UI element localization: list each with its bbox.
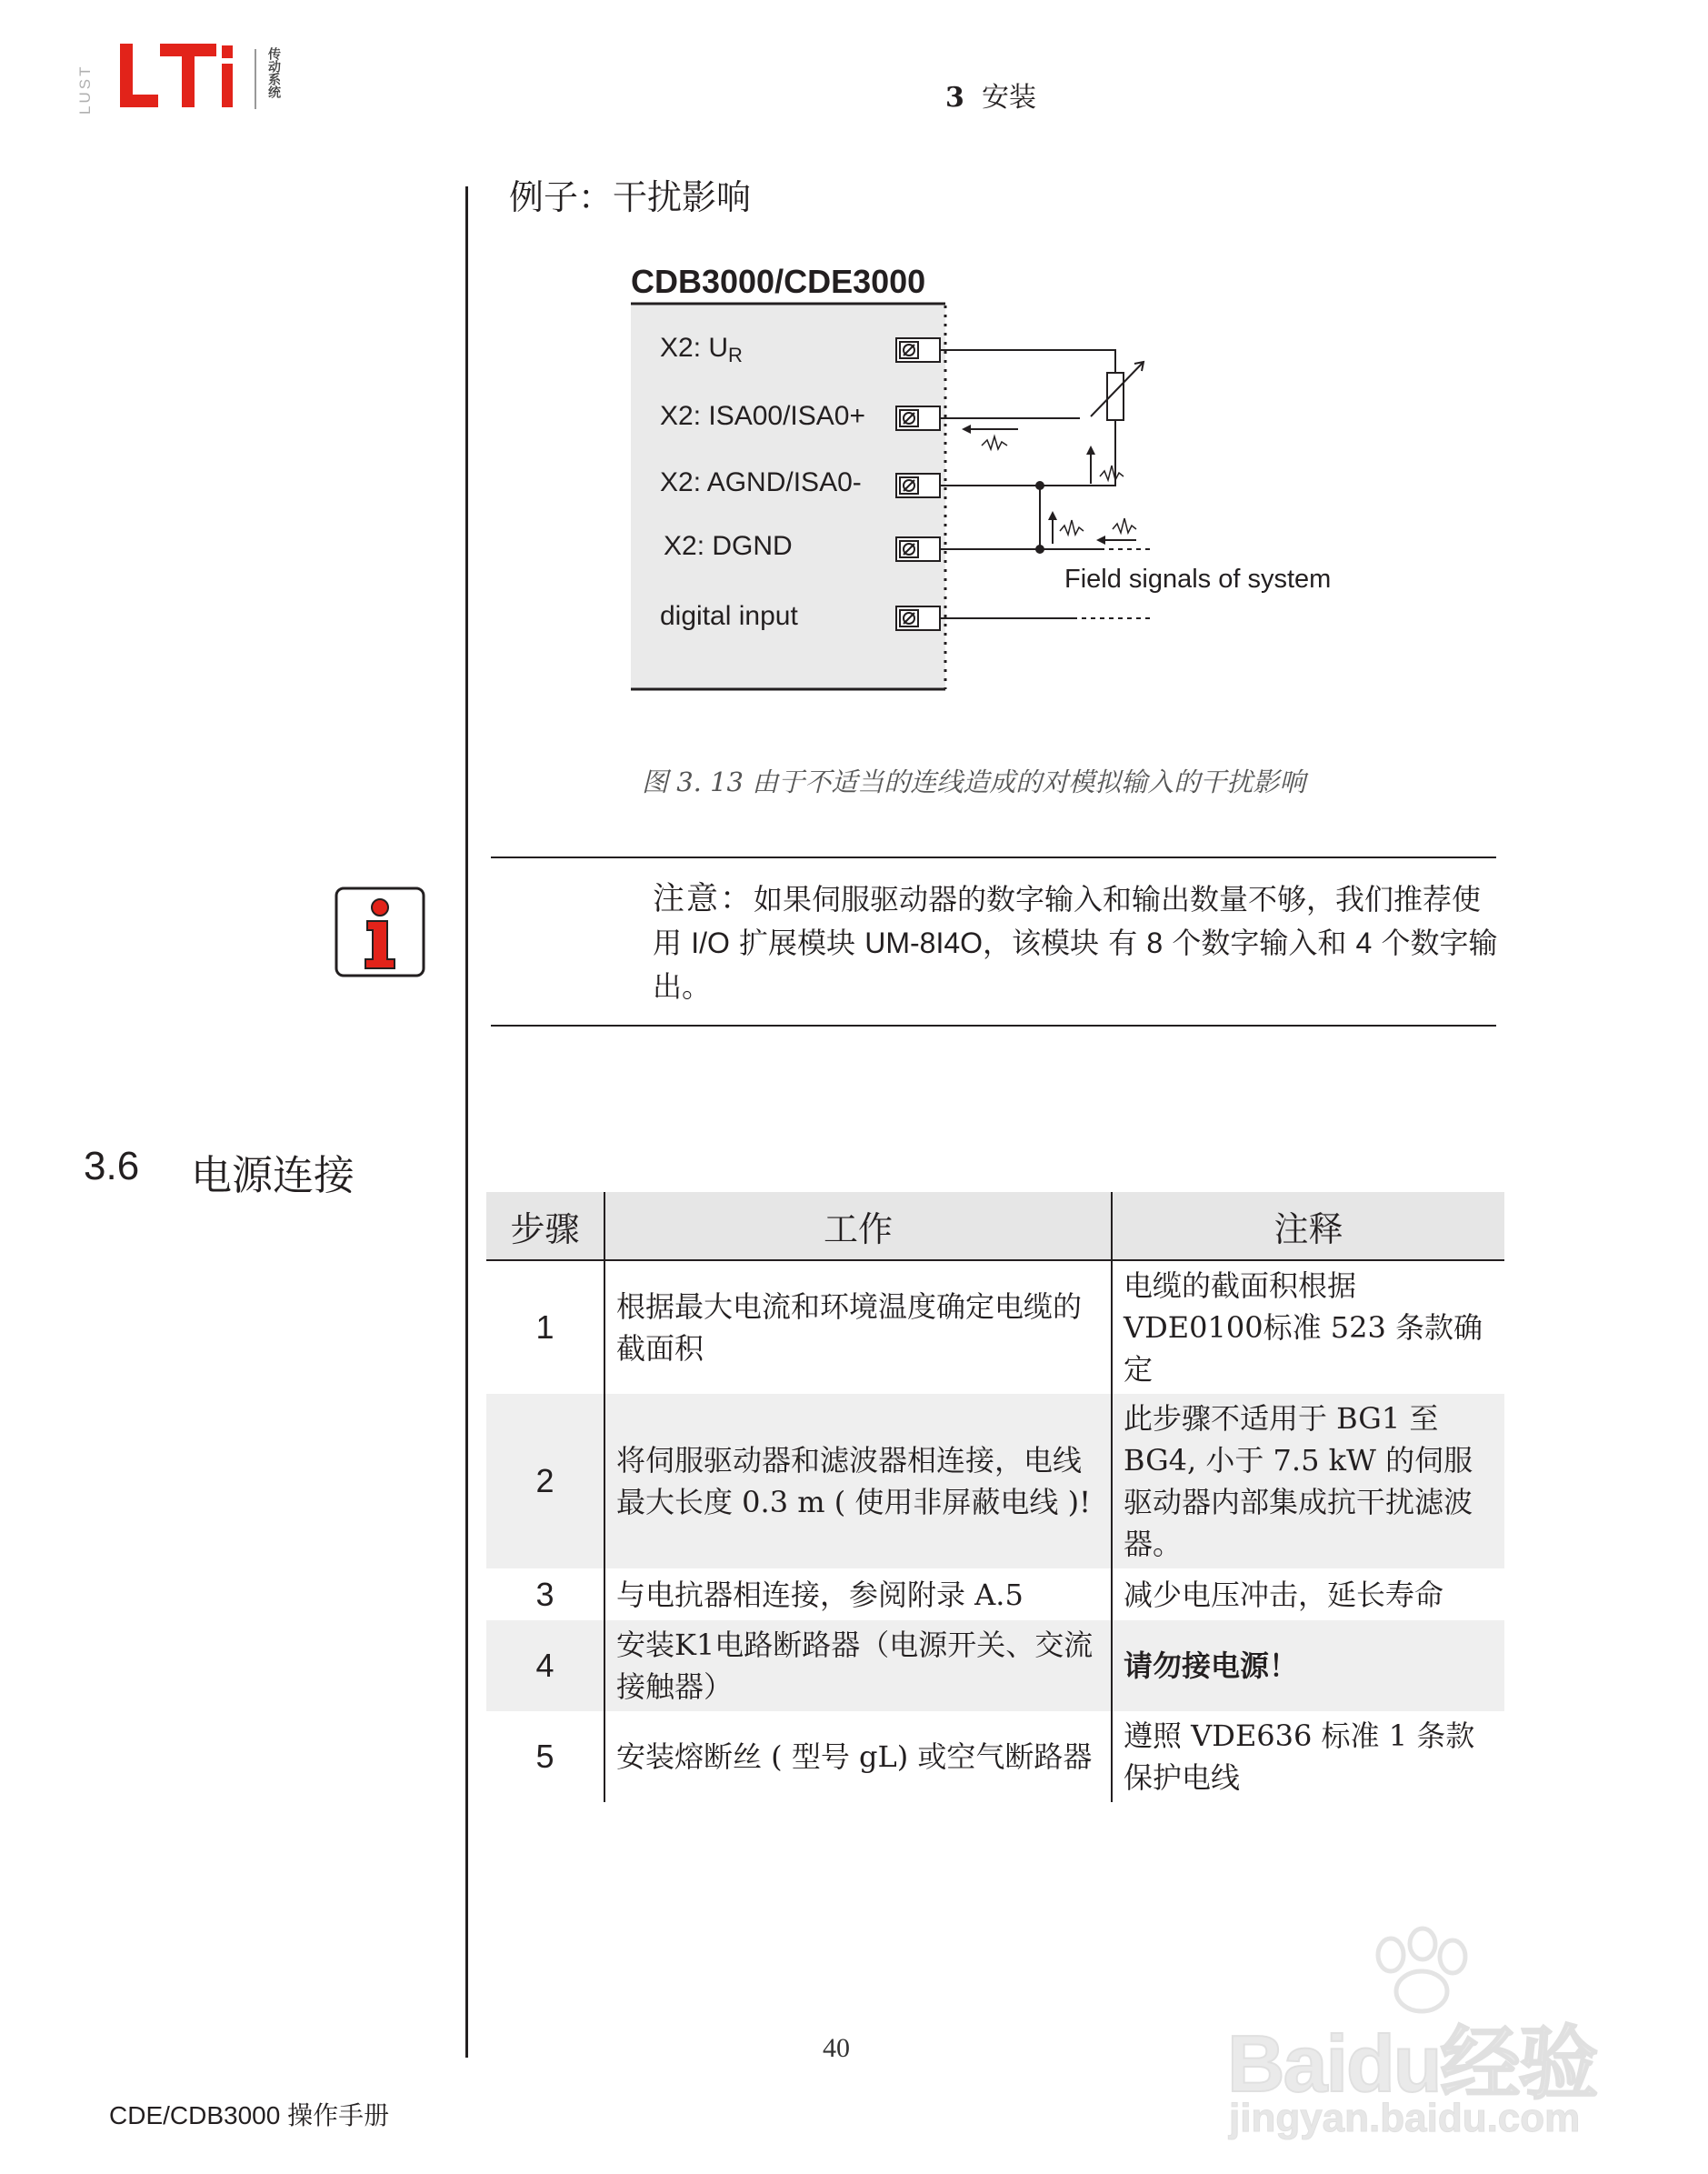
section-title: 电源连接 (191, 1151, 355, 1199)
step-work: 与电抗器相连接，参阅附录 A.5 (604, 1568, 1112, 1620)
terminal-block-digital-input (896, 606, 940, 630)
junction-agnd (1035, 481, 1044, 490)
terminal-block-ur (896, 338, 940, 362)
table-header-row (486, 1192, 1504, 1260)
power-connection-table (486, 1192, 1504, 1802)
footer-manual-title: CDE/CDB3000 操作手册 (109, 2101, 390, 2129)
header-step: 步骤 (486, 1192, 604, 1260)
chapter-header (945, 75, 1036, 115)
example-title: 例子：干扰影响 (509, 177, 752, 217)
chapter-number: 3 (945, 82, 964, 114)
step-number: 2 (486, 1394, 604, 1568)
note-bottom-rule (491, 1025, 1496, 1027)
step-number: 1 (535, 1308, 554, 1346)
terminal-block-agnd (896, 474, 940, 497)
page-vertical-rule (465, 186, 468, 2058)
section-number: 3.6 (84, 1144, 140, 1188)
junction-dgnd (1035, 545, 1044, 554)
terminal-block-dgnd (896, 537, 940, 561)
terminal-label-ur: X2: $U_R$ (660, 333, 743, 366)
interference-diagram (618, 255, 1382, 727)
logo-chinese-text: 传动系统 (266, 47, 281, 98)
field-signals-label: Field signals of system (1064, 565, 1332, 594)
terminal-label-digital-input: digital input (660, 601, 798, 631)
step-number: 4 (486, 1620, 604, 1711)
step-note: 电缆的截面积根据 VDE0100标准 523 条款确定 (1112, 1260, 1504, 1394)
terminal-label-agnd: X2: AGND/ISA0- (660, 467, 862, 497)
note-text: 注意：如果伺服驱动器的数字输入和输出数量不够，我们推荐使用 I/O 扩展模块 UM-8I4O，该模块 有 8 个数字输入和 4 个数字输出。 (653, 881, 1498, 1004)
logo-separator (255, 49, 256, 109)
step-work: 安装熔断丝 ( 型号 gL) 或空气断路器 (604, 1711, 1112, 1802)
watermark-url: jingyan.baidu.com (1229, 2096, 1581, 2140)
note-label: 注意： (653, 881, 754, 917)
svg-text:LTi: LTi (265, 107, 267, 108)
header-note: 注释 (1112, 1192, 1504, 1260)
figure-caption: 图 3. 13 由于不适当的连线造成的对模拟输入的干扰影响 (642, 766, 1306, 797)
header-work: 工作 (604, 1192, 1112, 1260)
baidu-watermark (1200, 1928, 1636, 2146)
step-number: 3 (535, 1575, 554, 1613)
step-note: 此步骤不适用于 BG1 至 BG4, 小于 7.5 kW 的伺服驱动器内部集成抗干扰滤波器。 (1112, 1394, 1504, 1568)
table-row (486, 1711, 1504, 1802)
terminal-block-isa0plus (896, 406, 940, 430)
device-title: CDB3000/CDE3000 (631, 263, 926, 300)
terminal-label-dgnd: X2: DGND (664, 531, 793, 561)
chapter-title: 安装 (981, 82, 1036, 114)
step-work: 将伺服驱动器和滤波器相连接，电线最大长度 0.3 m ( 使用非屏蔽电线 )! (604, 1394, 1112, 1568)
table-row (486, 1260, 1504, 1394)
table-row (486, 1394, 1504, 1568)
watermark-brand: Baidu经验 (1227, 2019, 1597, 2109)
header-logo (75, 44, 311, 116)
step-number: 5 (535, 1738, 554, 1775)
page-number: 40 (823, 2033, 850, 2063)
terminal-label-isa0plus: X2: ISA00/ISA0+ (660, 401, 865, 431)
lti-logo (120, 44, 267, 115)
table-row (486, 1568, 1504, 1620)
info-icon (335, 887, 425, 977)
step-note: 请勿接电源！ (1112, 1620, 1504, 1711)
step-work: 安装K1电路断路器（电源开关、交流接触器） (604, 1620, 1112, 1711)
table-row (486, 1620, 1504, 1711)
note-top-rule (491, 857, 1496, 858)
logo-lust-text: LUST (76, 64, 94, 115)
step-work: 根据最大电流和环境温度确定电缆的截面积 (604, 1260, 1112, 1394)
step-note: 减少电压冲击，延长寿命 (1112, 1568, 1504, 1620)
step-note: 遵照 VDE636 标准 1 条款保护电线 (1112, 1711, 1504, 1802)
